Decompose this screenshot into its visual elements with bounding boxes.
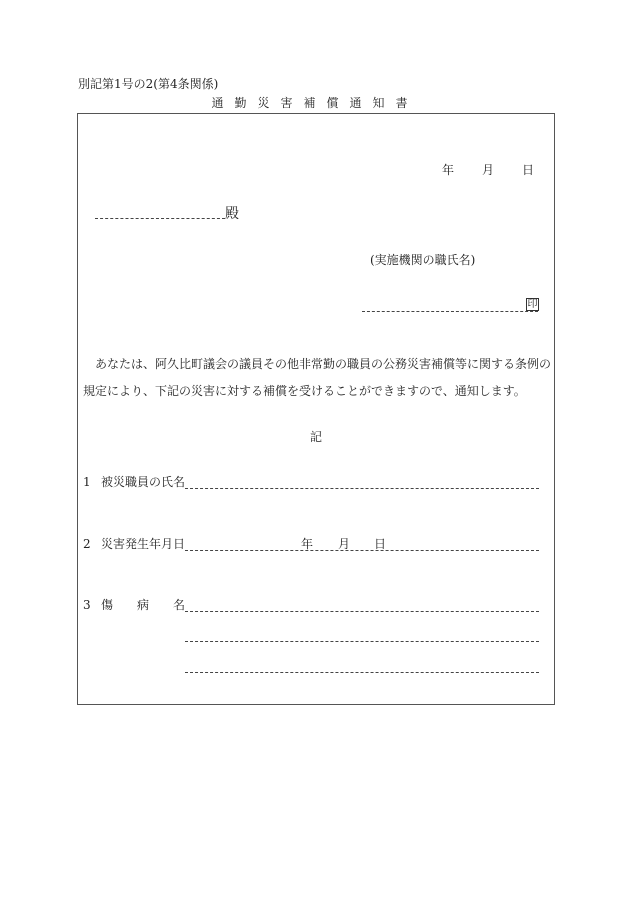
document-title: 通勤災害補償通知書	[211, 96, 419, 110]
injury-name-line-3[interactable]	[185, 672, 539, 673]
notice-body-line-1: あなたは、阿久比町議会の議員その他非常勤の職員の公務災害補償等に関する条例の	[95, 357, 552, 371]
injury-name-line-2[interactable]	[185, 641, 539, 642]
accident-date-line[interactable]	[185, 550, 539, 551]
field-injury-label: 傷 病 名	[101, 598, 186, 612]
notice-body	[83, 351, 555, 405]
field-injury-number: 3	[83, 598, 91, 612]
date-month-label: 月	[482, 163, 495, 177]
field-accident-date-label: 災害発生年月日	[101, 537, 186, 551]
victim-name-line[interactable]	[185, 488, 539, 489]
seal-icon: 印	[527, 299, 538, 310]
form-frame	[77, 113, 555, 705]
notice-body-line-2: 規定により、下記の災害に対する補償を受けることができますので、通知します。	[83, 384, 526, 398]
field-victim-number: 1	[83, 475, 91, 489]
agency-label: (実施機関の職氏名)	[370, 253, 476, 267]
agency-signature-line[interactable]	[362, 311, 538, 312]
accident-day-label: 日	[374, 537, 387, 551]
date-line	[442, 164, 534, 176]
field-accident-date-number: 2	[83, 537, 91, 551]
record-heading: 記	[310, 430, 323, 444]
field-victim-label: 被災職員の氏名	[101, 475, 186, 489]
date-day-label: 日	[522, 163, 535, 177]
addressee-line[interactable]	[95, 218, 225, 219]
accident-year-label: 年	[301, 537, 314, 551]
date-year-label: 年	[442, 163, 455, 177]
addressee-suffix: 殿	[225, 206, 239, 222]
injury-name-line-1[interactable]	[185, 611, 539, 612]
header-note: 別記第1号の2(第4条関係)	[78, 77, 219, 91]
accident-month-label: 月	[338, 537, 351, 551]
